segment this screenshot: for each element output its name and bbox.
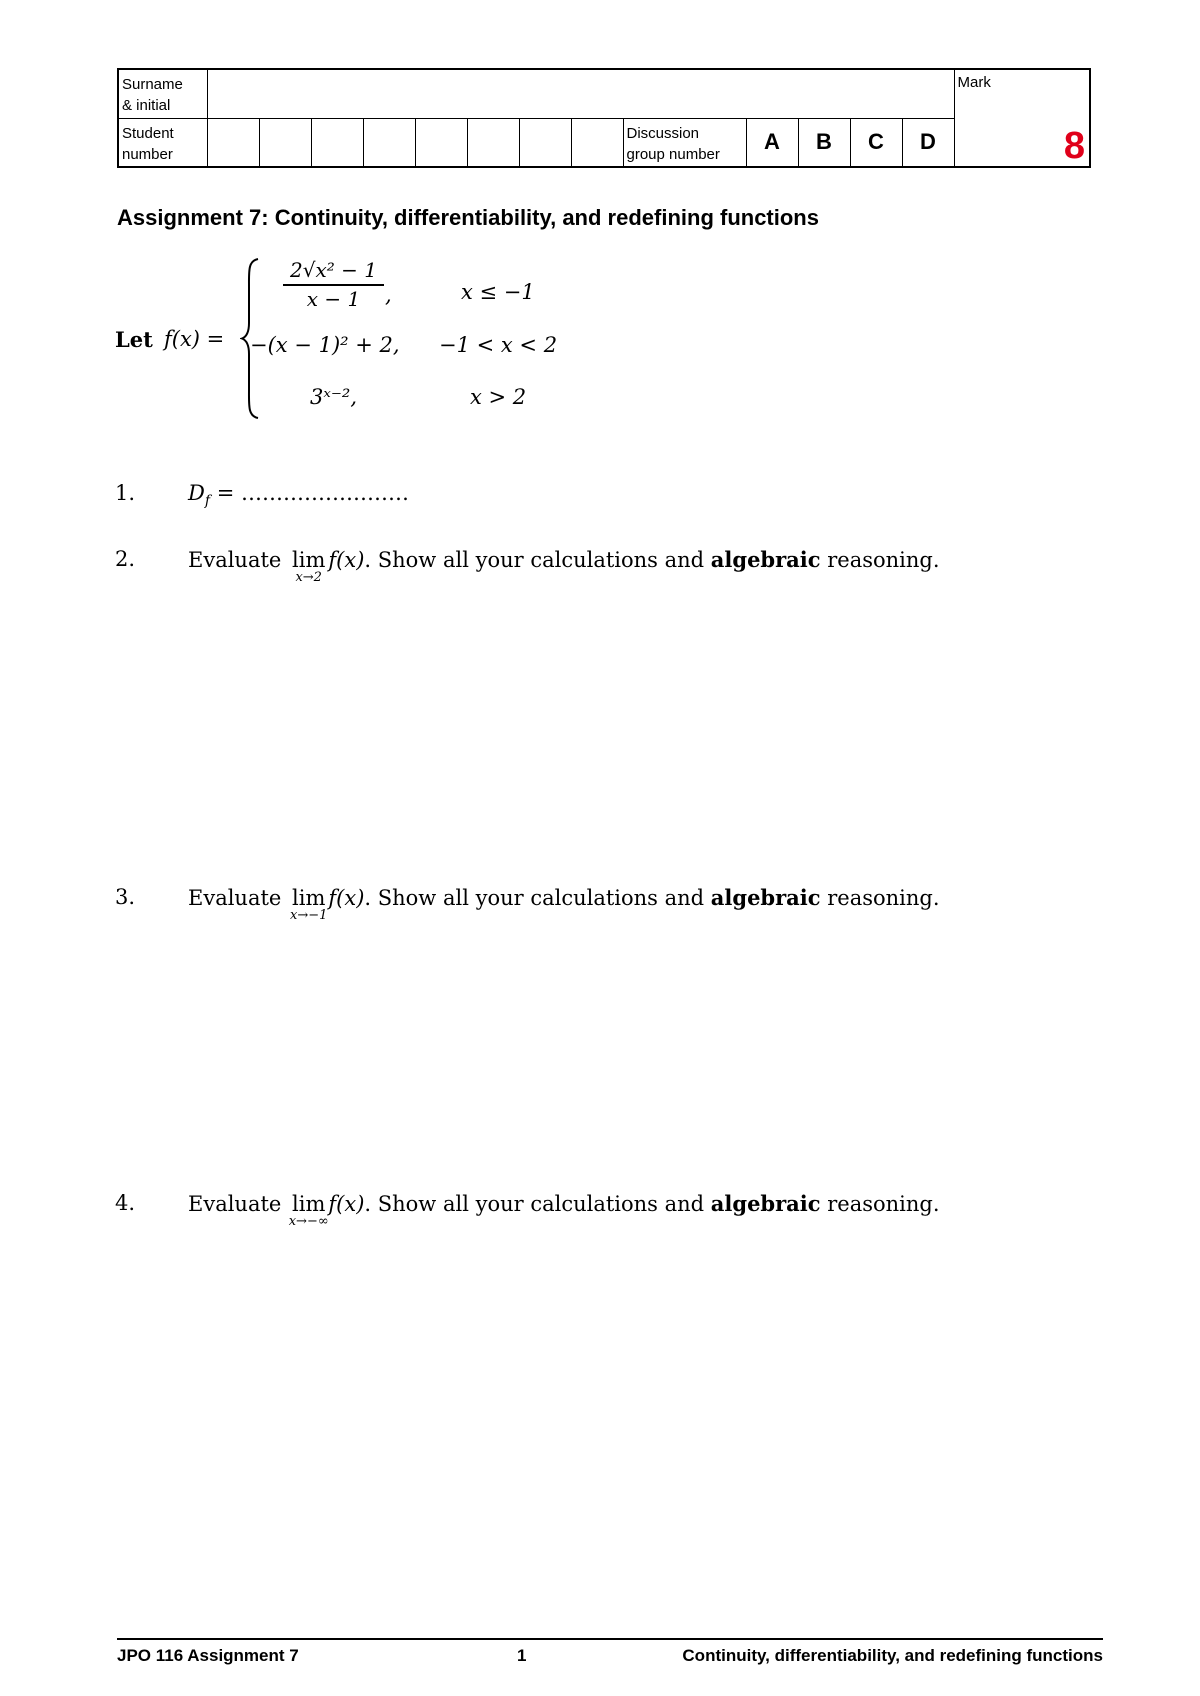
- footer-left: JPO 116 Assignment 7: [117, 1646, 299, 1665]
- mark-label: Mark: [957, 74, 991, 91]
- question-4-text: [188, 1191, 940, 1229]
- mark-value: 8: [1063, 125, 1085, 167]
- group-option-d[interactable]: D: [902, 118, 954, 167]
- footer-right: Continuity, differentiability, and redefining functions: [682, 1646, 1103, 1665]
- question-3-prefix: Evaluate: [188, 886, 289, 910]
- lim-label: lim: [292, 548, 326, 572]
- student-number-box[interactable]: [467, 118, 519, 167]
- question-4-bold: algebraic: [710, 1191, 821, 1216]
- question-2-suffix: reasoning.: [820, 548, 940, 572]
- question-3-middle: . Show all your calculations and: [364, 886, 711, 910]
- case1-fraction: [283, 258, 384, 311]
- function-ref: f(x): [328, 886, 365, 910]
- case3-condition: x > 2: [470, 385, 527, 409]
- let-label: Let: [115, 327, 153, 352]
- question-2-number: 2.: [115, 547, 136, 571]
- student-number-box[interactable]: [519, 118, 571, 167]
- domain-blank: = ……………………: [210, 481, 409, 505]
- domain-symbol: D: [188, 481, 205, 505]
- case1-numerator: 2√x² − 1: [290, 258, 377, 282]
- group-option-b[interactable]: B: [798, 118, 850, 167]
- case1-comma: ,: [385, 283, 392, 307]
- lim-label: lim: [292, 1192, 326, 1216]
- question-2-bold: algebraic: [710, 547, 821, 572]
- question-2-prefix: Evaluate: [188, 548, 289, 572]
- case1-denominator: x − 1: [306, 287, 361, 311]
- discussion-group-label: Discussion group number: [623, 118, 746, 167]
- student-number-label: Student number: [118, 118, 207, 167]
- student-number-box[interactable]: [571, 118, 623, 167]
- domain-subscript: f: [204, 493, 211, 510]
- function-ref: f(x): [328, 548, 365, 572]
- fraction-bar: [283, 284, 384, 286]
- question-1-number: 1.: [115, 481, 136, 505]
- question-4-suffix: reasoning.: [820, 1192, 940, 1216]
- function-name: f(x) =: [164, 327, 225, 351]
- lim-label: lim: [292, 886, 326, 910]
- case1-condition: x ≤ −1: [461, 280, 535, 304]
- question-2-text: [188, 547, 940, 585]
- student-number-box[interactable]: [415, 118, 467, 167]
- question-3-suffix: reasoning.: [820, 886, 940, 910]
- lim-subscript: x→2: [295, 570, 322, 585]
- question-2-middle: . Show all your calculations and: [364, 548, 711, 572]
- student-number-box[interactable]: [363, 118, 415, 167]
- case2-condition: −1 < x < 2: [439, 333, 558, 357]
- question-1-text: [188, 481, 409, 509]
- limit-operator: [290, 886, 328, 923]
- surname-label: Surname & initial: [118, 69, 207, 118]
- case3-expression: 3ˣ⁻²,: [310, 385, 357, 409]
- case2-expression: −(x − 1)² + 2,: [250, 333, 400, 357]
- function-ref: f(x): [328, 1192, 365, 1216]
- question-3-bold: algebraic: [710, 885, 821, 910]
- lim-subscript: x→−1: [290, 908, 328, 923]
- limit-operator: [292, 548, 326, 585]
- question-4-middle: . Show all your calculations and: [364, 1192, 711, 1216]
- group-option-c[interactable]: C: [850, 118, 902, 167]
- mark-cell: [954, 69, 1090, 167]
- question-3-number: 3.: [115, 885, 136, 909]
- question-4-prefix: Evaluate: [188, 1192, 289, 1216]
- assignment-title: Assignment 7: Continuity, differentiability, and redefining functions: [117, 205, 819, 230]
- lim-subscript: x→−∞: [288, 1214, 329, 1229]
- footer-divider: [117, 1638, 1103, 1640]
- student-number-box[interactable]: [311, 118, 363, 167]
- question-3-text: [188, 885, 940, 923]
- limit-operator: [288, 1192, 329, 1229]
- footer-page-number: 1: [517, 1646, 527, 1665]
- header-table: [117, 68, 1091, 168]
- question-4-number: 4.: [115, 1191, 136, 1215]
- student-number-box[interactable]: [207, 118, 259, 167]
- student-number-box[interactable]: [259, 118, 311, 167]
- surname-field[interactable]: [207, 69, 954, 118]
- group-option-a[interactable]: A: [746, 118, 798, 167]
